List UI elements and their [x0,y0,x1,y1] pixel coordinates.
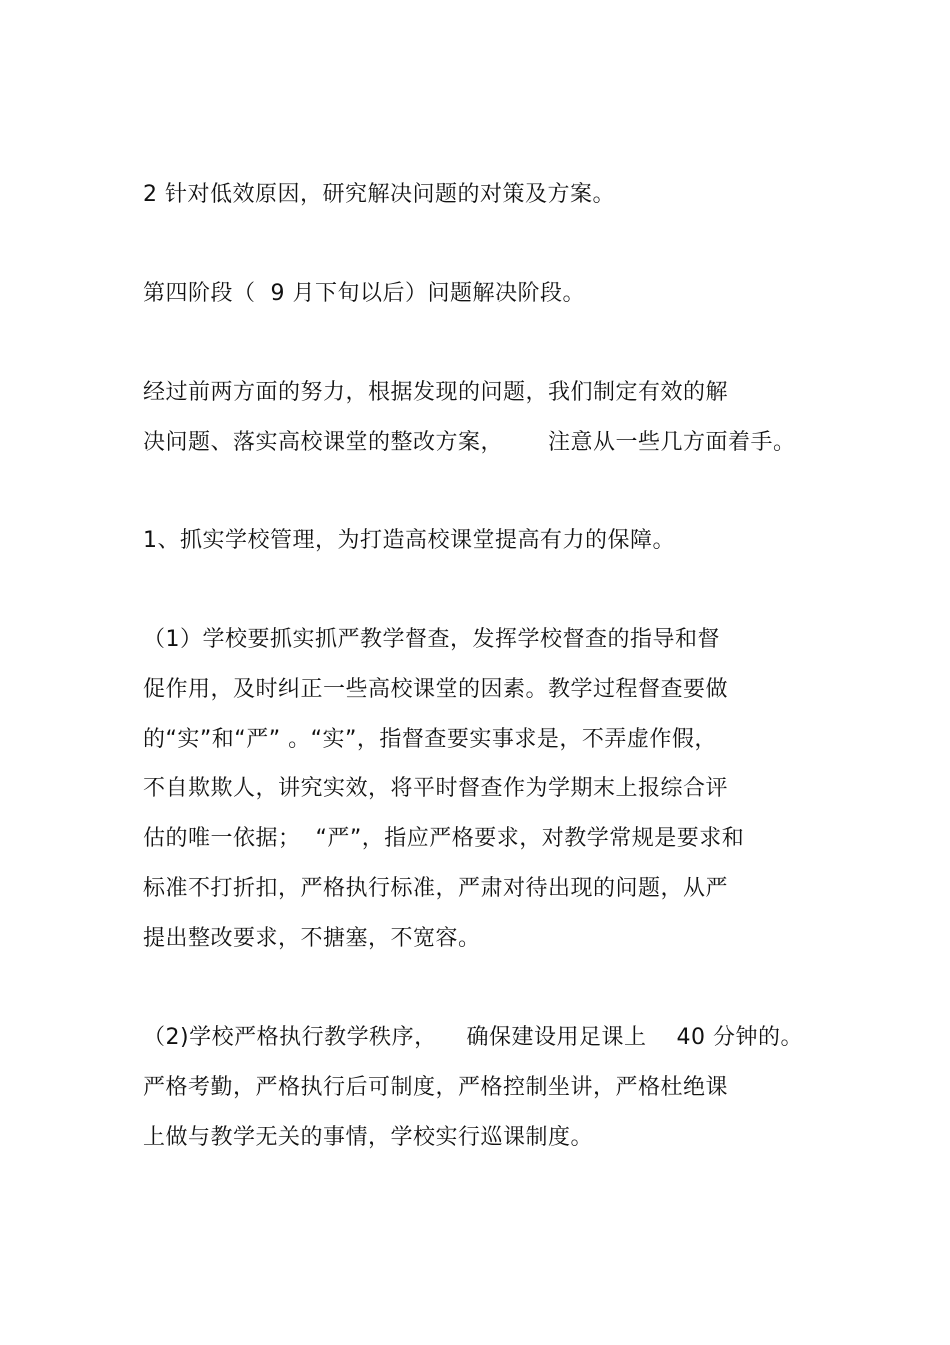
text-line-sub-1f: 标准不打折扣，严格执行标准，严肃对待出现的问题，从严 [143,876,729,901]
text-line-sub-1b: 促作用，及时纠正一些高校课堂的因素。教学过程督查要做 [143,677,729,702]
text-line-paragraph-1a: 经过前两方面的努力，根据发现的问题，我们制定有效的解 [143,380,729,405]
text-line-sub-1c: 的“实”和“严” 。“实”，指督查要实事求是，不弄虚作假， [143,727,717,752]
text-line-sub-1g: 提出整改要求，不搪塞，不宽容。 [143,926,481,951]
text-line-sub-1a: （1）学校要抓实抓严教学督查，发挥学校督查的指导和督 [143,627,720,652]
text-line-sub-2b: 严格考勤，严格执行后可制度，严格控制坐讲，严格杜绝课 [143,1075,729,1100]
text-line-sub-1e: 估的唯一依据； “严”，指应严格要求，对教学常规是要求和 [143,826,745,851]
text-line-sub-2c: 上做与教学无关的事情，学校实行巡课制度。 [143,1125,594,1150]
text-line-stage-4-heading: 第四阶段（ 9 月下旬以后）问题解决阶段。 [143,281,585,306]
text-line-sub-2a: （2)学校严格执行教学秩序， 确保建设用足课上 40 分钟的。 [143,1025,804,1050]
text-line-item-1-heading: 1、抓实学校管理，为打造高校课堂提高有力的保障。 [143,528,675,553]
text-line-step-2: 2 针对低效原因，研究解决问题的对策及方案。 [143,182,615,207]
text-line-sub-1d: 不自欺欺人，讲究实效，将平时督查作为学期末上报综合评 [143,776,729,801]
text-line-paragraph-1b: 决问题、落实高校课堂的整改方案， 注意从一些几方面着手。 [143,430,796,455]
